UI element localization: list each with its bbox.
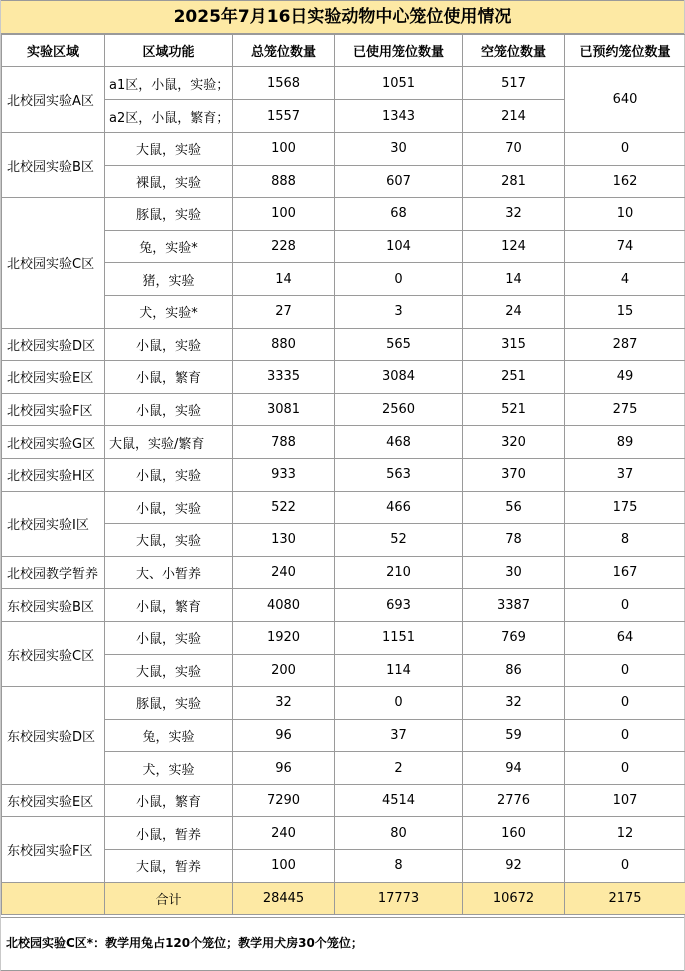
table-row bbox=[2, 687, 685, 720]
area-cell: 北校园实验D区 bbox=[2, 328, 105, 361]
reserved-cell: 74 bbox=[565, 230, 685, 263]
function-cell: 兔，实验 bbox=[105, 719, 233, 752]
table-row bbox=[2, 491, 685, 524]
reserved-cell: 0 bbox=[565, 850, 685, 883]
empty-cell: 24 bbox=[463, 295, 565, 328]
reserved-cell: 640 bbox=[565, 67, 685, 133]
table-row bbox=[2, 458, 685, 491]
function-cell: 裸鼠，实验 bbox=[105, 165, 233, 198]
used-cell: 3 bbox=[335, 295, 463, 328]
table-row bbox=[2, 230, 685, 263]
total-cell: 96 bbox=[233, 719, 335, 752]
used-cell: 37 bbox=[335, 719, 463, 752]
function-cell: 猪，实验 bbox=[105, 263, 233, 296]
total-cell: 240 bbox=[233, 556, 335, 589]
function-cell: 小鼠，实验 bbox=[105, 458, 233, 491]
area-cell: 北校园实验C区 bbox=[2, 198, 105, 328]
used-cell: 2 bbox=[335, 752, 463, 785]
table-row bbox=[2, 719, 685, 752]
total-cell: 14 bbox=[233, 263, 335, 296]
empty-cell: 94 bbox=[463, 752, 565, 785]
function-cell: 大鼠，实验/繁育 bbox=[105, 426, 233, 459]
total-total: 28445 bbox=[233, 882, 335, 914]
function-cell: 小鼠，繁育 bbox=[105, 784, 233, 817]
empty-cell: 315 bbox=[463, 328, 565, 361]
empty-cell: 2776 bbox=[463, 784, 565, 817]
used-cell: 52 bbox=[335, 524, 463, 557]
function-cell: 犬，实验 bbox=[105, 752, 233, 785]
used-cell: 3084 bbox=[335, 361, 463, 394]
total-cell: 933 bbox=[233, 458, 335, 491]
empty-cell: 92 bbox=[463, 850, 565, 883]
total-cell: 130 bbox=[233, 524, 335, 557]
empty-cell: 281 bbox=[463, 165, 565, 198]
function-cell: 小鼠，繁育 bbox=[105, 589, 233, 622]
used-cell: 0 bbox=[335, 263, 463, 296]
used-cell: 80 bbox=[335, 817, 463, 850]
table-row bbox=[2, 654, 685, 687]
function-cell: 豚鼠，实验 bbox=[105, 198, 233, 231]
function-cell: 大鼠，暂养 bbox=[105, 850, 233, 883]
empty-cell: 14 bbox=[463, 263, 565, 296]
reserved-cell: 0 bbox=[565, 133, 685, 166]
table-row bbox=[2, 524, 685, 557]
reserved-cell: 275 bbox=[565, 393, 685, 426]
total-empty-cell bbox=[2, 882, 105, 914]
reserved-cell: 162 bbox=[565, 165, 685, 198]
table-row bbox=[2, 165, 685, 198]
total-cell: 888 bbox=[233, 165, 335, 198]
table-row bbox=[2, 328, 685, 361]
area-cell: 东校园实验B区 bbox=[2, 589, 105, 622]
empty-cell: 160 bbox=[463, 817, 565, 850]
empty-cell: 214 bbox=[463, 100, 565, 133]
total-cell: 100 bbox=[233, 133, 335, 166]
empty-cell: 78 bbox=[463, 524, 565, 557]
header-area: 实验区域 bbox=[2, 35, 105, 67]
total-cell: 3081 bbox=[233, 393, 335, 426]
table-row bbox=[2, 198, 685, 231]
table-row bbox=[2, 556, 685, 589]
function-cell: 小鼠，繁育 bbox=[105, 361, 233, 394]
total-cell: 32 bbox=[233, 687, 335, 720]
function-cell: 大、小暂养 bbox=[105, 556, 233, 589]
reserved-cell: 287 bbox=[565, 328, 685, 361]
used-cell: 693 bbox=[335, 589, 463, 622]
reserved-cell: 37 bbox=[565, 458, 685, 491]
header-total: 总笼位数量 bbox=[233, 35, 335, 67]
area-cell: 北校园实验A区 bbox=[2, 67, 105, 133]
reserved-cell: 8 bbox=[565, 524, 685, 557]
header-row bbox=[2, 35, 685, 67]
empty-cell: 32 bbox=[463, 687, 565, 720]
used-cell: 1151 bbox=[335, 621, 463, 654]
used-cell: 468 bbox=[335, 426, 463, 459]
reserved-cell: 0 bbox=[565, 719, 685, 752]
empty-cell: 32 bbox=[463, 198, 565, 231]
header-function: 区域功能 bbox=[105, 35, 233, 67]
empty-cell: 70 bbox=[463, 133, 565, 166]
empty-cell: 521 bbox=[463, 393, 565, 426]
area-cell: 北校园实验H区 bbox=[2, 458, 105, 491]
reserved-cell: 167 bbox=[565, 556, 685, 589]
area-cell: 北校园实验E区 bbox=[2, 361, 105, 394]
reserved-cell: 0 bbox=[565, 687, 685, 720]
used-cell: 104 bbox=[335, 230, 463, 263]
empty-cell: 370 bbox=[463, 458, 565, 491]
header-reserved: 已预约笼位数量 bbox=[565, 35, 685, 67]
used-cell: 30 bbox=[335, 133, 463, 166]
used-cell: 563 bbox=[335, 458, 463, 491]
used-cell: 4514 bbox=[335, 784, 463, 817]
total-cell: 522 bbox=[233, 491, 335, 524]
used-cell: 68 bbox=[335, 198, 463, 231]
function-cell: 小鼠，实验 bbox=[105, 393, 233, 426]
function-cell: 小鼠，暂养 bbox=[105, 817, 233, 850]
area-cell: 东校园实验D区 bbox=[2, 687, 105, 785]
reserved-cell: 175 bbox=[565, 491, 685, 524]
used-cell: 0 bbox=[335, 687, 463, 720]
table-row bbox=[2, 393, 685, 426]
header-empty: 空笼位数量 bbox=[463, 35, 565, 67]
table-row bbox=[2, 133, 685, 166]
footnote: 北校园实验C区*：教学用兔占120个笼位；教学用犬房30个笼位； bbox=[1, 917, 684, 971]
used-cell: 1051 bbox=[335, 67, 463, 100]
used-cell: 565 bbox=[335, 328, 463, 361]
cage-usage-table bbox=[1, 34, 685, 915]
total-cell: 4080 bbox=[233, 589, 335, 622]
total-reserved: 2175 bbox=[565, 882, 685, 914]
table-row bbox=[2, 752, 685, 785]
area-cell: 北校园实验G区 bbox=[2, 426, 105, 459]
used-cell: 210 bbox=[335, 556, 463, 589]
table-row bbox=[2, 589, 685, 622]
total-empty: 10672 bbox=[463, 882, 565, 914]
function-cell: a2区，小鼠，繁育； bbox=[105, 100, 233, 133]
area-cell: 北校园教学暂养 bbox=[2, 556, 105, 589]
reserved-cell: 0 bbox=[565, 589, 685, 622]
function-cell: 小鼠，实验 bbox=[105, 491, 233, 524]
total-cell: 1920 bbox=[233, 621, 335, 654]
reserved-cell: 15 bbox=[565, 295, 685, 328]
function-cell: 大鼠，实验 bbox=[105, 654, 233, 687]
empty-cell: 251 bbox=[463, 361, 565, 394]
used-cell: 8 bbox=[335, 850, 463, 883]
reserved-cell: 12 bbox=[565, 817, 685, 850]
function-cell: 小鼠，实验 bbox=[105, 328, 233, 361]
total-cell: 788 bbox=[233, 426, 335, 459]
total-cell: 3335 bbox=[233, 361, 335, 394]
table-row bbox=[2, 784, 685, 817]
empty-cell: 517 bbox=[463, 67, 565, 100]
reserved-cell: 10 bbox=[565, 198, 685, 231]
total-cell: 1568 bbox=[233, 67, 335, 100]
reserved-cell: 0 bbox=[565, 654, 685, 687]
used-cell: 466 bbox=[335, 491, 463, 524]
table-row bbox=[2, 295, 685, 328]
table-row bbox=[2, 263, 685, 296]
table-row bbox=[2, 67, 685, 100]
header-used: 已使用笼位数量 bbox=[335, 35, 463, 67]
reserved-cell: 64 bbox=[565, 621, 685, 654]
sheet-title: 2025年7月16日实验动物中心笼位使用情况 bbox=[1, 0, 684, 34]
table-body bbox=[2, 67, 685, 883]
function-cell: 犬，实验* bbox=[105, 295, 233, 328]
area-cell: 北校园实验B区 bbox=[2, 133, 105, 198]
function-cell: a1区，小鼠，实验； bbox=[105, 67, 233, 100]
total-cell: 228 bbox=[233, 230, 335, 263]
empty-cell: 30 bbox=[463, 556, 565, 589]
empty-cell: 59 bbox=[463, 719, 565, 752]
used-cell: 114 bbox=[335, 654, 463, 687]
area-cell: 东校园实验F区 bbox=[2, 817, 105, 882]
used-cell: 1343 bbox=[335, 100, 463, 133]
table-row bbox=[2, 850, 685, 883]
area-cell: 东校园实验E区 bbox=[2, 784, 105, 817]
function-cell: 大鼠，实验 bbox=[105, 133, 233, 166]
total-cell: 96 bbox=[233, 752, 335, 785]
total-cell: 1557 bbox=[233, 100, 335, 133]
reserved-cell: 4 bbox=[565, 263, 685, 296]
total-cell: 200 bbox=[233, 654, 335, 687]
total-cell: 100 bbox=[233, 850, 335, 883]
reserved-cell: 0 bbox=[565, 752, 685, 785]
empty-cell: 3387 bbox=[463, 589, 565, 622]
empty-cell: 124 bbox=[463, 230, 565, 263]
total-cell: 7290 bbox=[233, 784, 335, 817]
empty-cell: 320 bbox=[463, 426, 565, 459]
total-cell: 27 bbox=[233, 295, 335, 328]
used-cell: 2560 bbox=[335, 393, 463, 426]
function-cell: 小鼠，实验 bbox=[105, 621, 233, 654]
total-row bbox=[2, 882, 685, 914]
reserved-cell: 49 bbox=[565, 361, 685, 394]
function-cell: 大鼠，实验 bbox=[105, 524, 233, 557]
total-label: 合计 bbox=[105, 882, 233, 914]
area-cell: 北校园实验F区 bbox=[2, 393, 105, 426]
reserved-cell: 107 bbox=[565, 784, 685, 817]
reserved-cell: 89 bbox=[565, 426, 685, 459]
function-cell: 兔，实验* bbox=[105, 230, 233, 263]
area-cell: 东校园实验C区 bbox=[2, 621, 105, 686]
empty-cell: 86 bbox=[463, 654, 565, 687]
function-cell: 豚鼠，实验 bbox=[105, 687, 233, 720]
table-row bbox=[2, 621, 685, 654]
used-cell: 607 bbox=[335, 165, 463, 198]
total-cell: 240 bbox=[233, 817, 335, 850]
area-cell: 北校园实验I区 bbox=[2, 491, 105, 556]
total-cell: 880 bbox=[233, 328, 335, 361]
total-used: 17773 bbox=[335, 882, 463, 914]
total-cell: 100 bbox=[233, 198, 335, 231]
table-row bbox=[2, 426, 685, 459]
empty-cell: 769 bbox=[463, 621, 565, 654]
empty-cell: 56 bbox=[463, 491, 565, 524]
table-row bbox=[2, 361, 685, 394]
table-row bbox=[2, 817, 685, 850]
